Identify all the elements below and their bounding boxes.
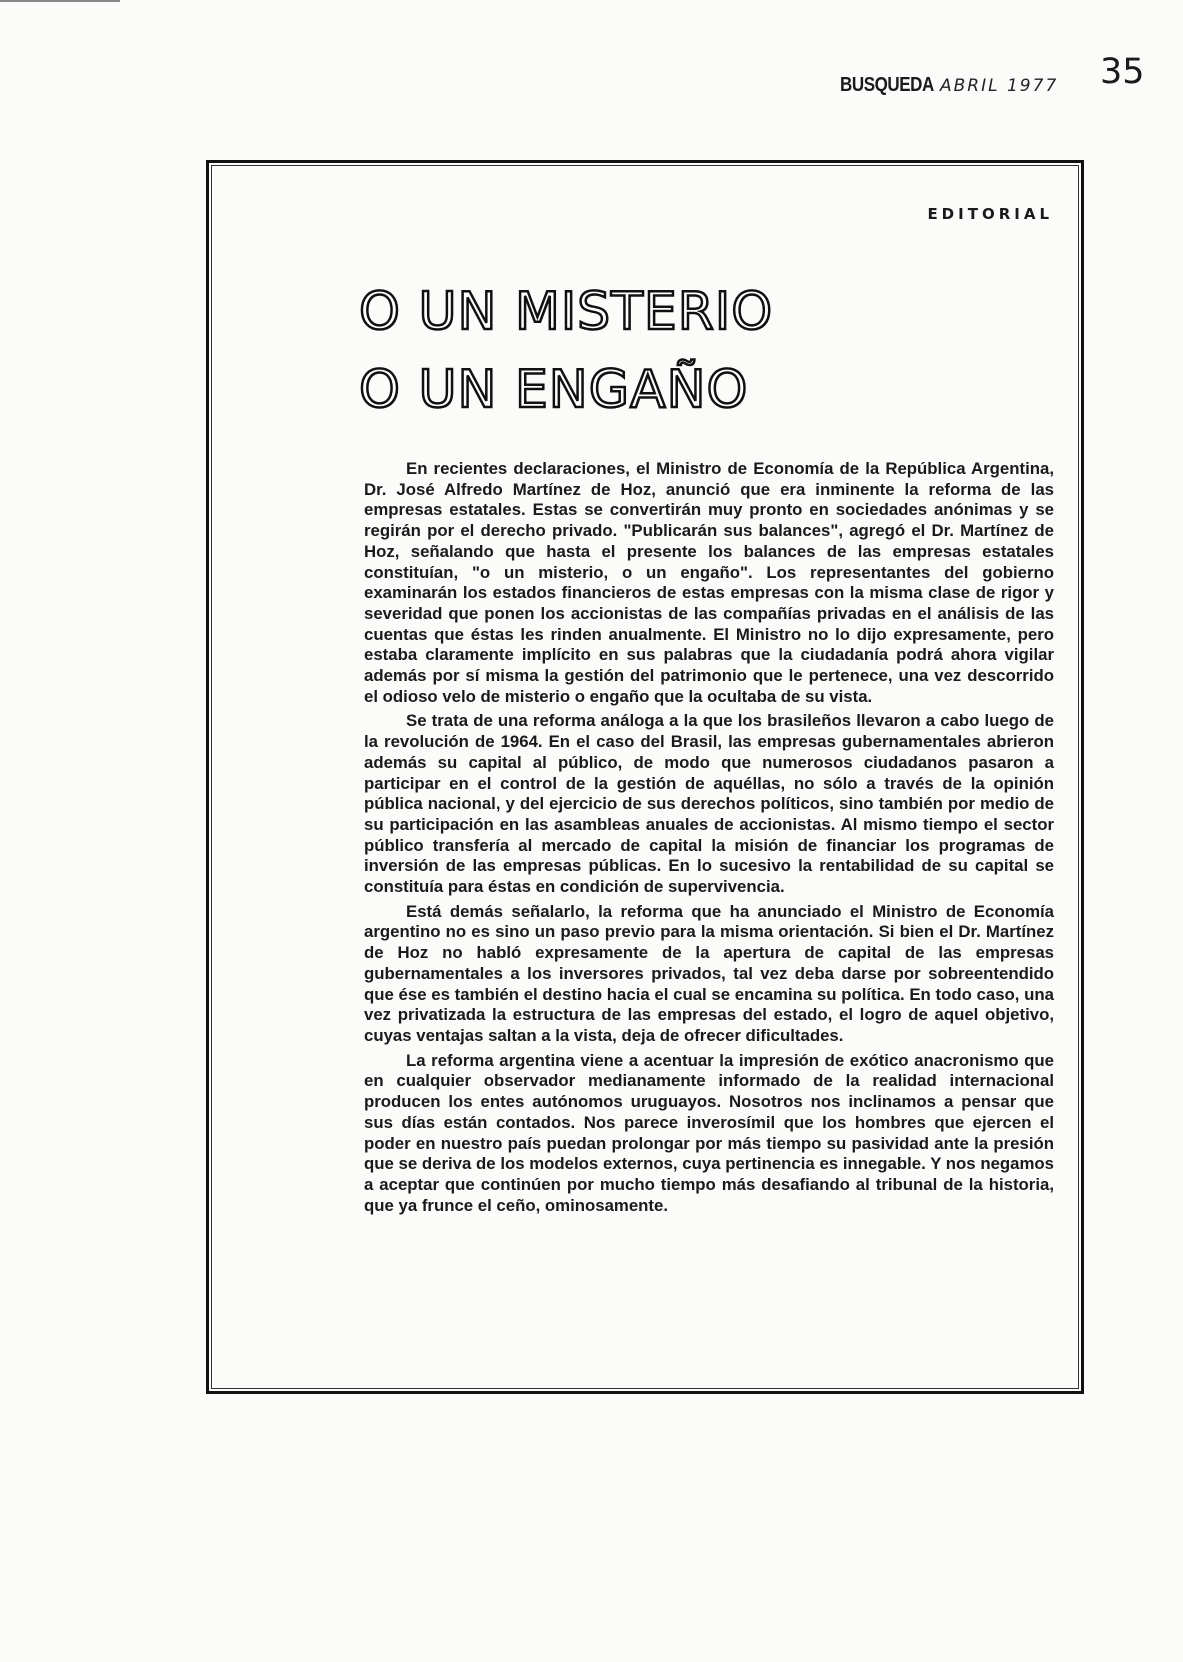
headline-line-2: O UN ENGAÑO <box>359 360 749 420</box>
section-label: EDITORIAL <box>927 205 1053 223</box>
article-body <box>364 459 1054 1220</box>
headline <box>359 273 999 429</box>
headline-line-1: O UN MISTERIO <box>359 282 774 342</box>
paragraph-1: En recientes declaraciones, el Ministro de Economía de la República Argentina, Dr. José Alfredo Martínez de Hoz, anunció que era inminente la reforma de las empresas estatales. Estas se convertirán muy pronto en sociedades anónimas y se regirán por el derecho privado. "Publicarán sus balances", agregó el Dr. Martínez de Hoz, señalando que hasta el presente los balances de las empresas estatales constituían, "o un misterio, o un engaño". Los representantes del gobierno examinarán los estados financieros de estas empresas con la misma clase de rigor y severidad que ponen los accionistas de las compañías privadas en el análisis de las cuentas que éstas les rinden anualmente. El Ministro no lo dijo expresamente, pero estaba claramente implícito en sus palabras que la ciudadanía podrá ahora vigilar además por sí misma la gestión del patrimonio que le pertenece, una vez descorrido el odioso velo de misterio o engaño que la ocultaba de su vista. <box>364 459 1054 706</box>
paragraph-3: Está demás señalarlo, la reforma que ha anunciado el Ministro de Economía argentino no es sino un paso previo para la misma orientación. Si bien el Dr. Martínez de Hoz no habló expresamente de la apertura de capital de las empresas gubernamentales a los inversores privados, tal vez deba darse por sobreentendido que ése es también el destino hacia el cual se encamina su política. En todo caso, una vez privatizada la estructura de las empresas del estado, el logro de aquel objetivo, cuyas ventajas saltan a la vista, deja de ofrecer dificultades. <box>364 901 1054 1045</box>
paragraph-2: Se trata de una reforma análoga a la que los brasileños llevaron a cabo luego de la revolución de 1964. En el caso del Brasil, las empresas gubernamentales abrieron además su capital al público, de modo que numerosos ciudadanos pasaron a participar en el control de la gestión de aquéllas, no sólo a través de la opinión pública nacional, y del ejercicio de sus derechos políticos, sino también por medio de su participación en las asambleas anuales de accionistas. Al mismo tiempo el sector público transfería al mercado de capital la misión de financiar los programas de inversión de las empresas públicas. En lo sucesivo la rentabilidad de su capital se constituía para éstas en condición de supervivencia. <box>364 711 1054 897</box>
page-header <box>830 52 1150 104</box>
scan-edge-rule <box>0 0 120 2</box>
publication-name: BUSQUEDA <box>840 74 934 96</box>
editorial-frame <box>206 160 1084 1394</box>
page-number: 35 <box>1100 52 1145 92</box>
paragraph-4: La reforma argentina viene a acentuar la impresión de exótico anacronismo que en cualquier observador medianamente informado de la realidad internacional producen los entes autónomos uruguayos. Nosotros nos inclinamos a pensar que sus días están contados. Nos parece inverosímil que los hombres que ejercen el poder en nuestro país puedan prolongar por más tiempo su pasividad ante la presión que se deriva de los modelos externos, cuya pertinencia es innegable. Y nos negamos a aceptar que continúen por mucho tiempo más desafiando al tribunal de la historia, que ya frunce el ceño, ominosamente. <box>364 1050 1054 1215</box>
handwritten-date-note: ABRIL 1977 <box>940 76 1059 96</box>
